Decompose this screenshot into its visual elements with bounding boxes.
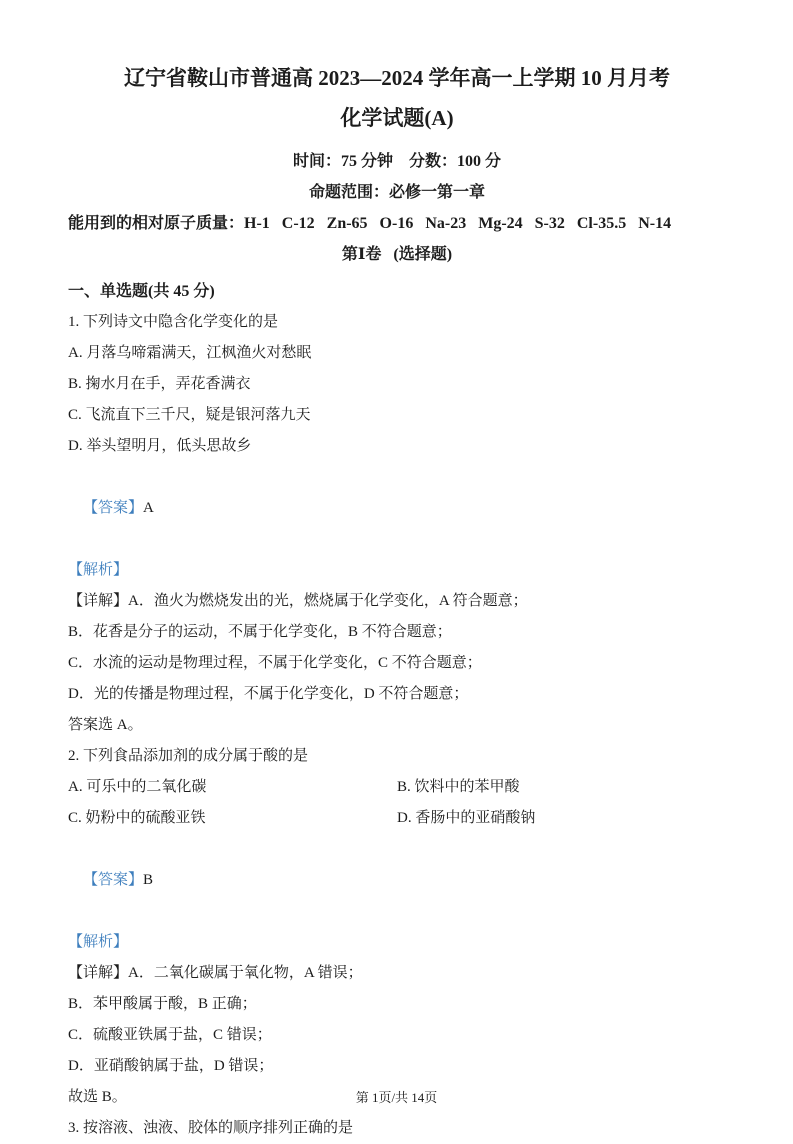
question-1-detail-d: D．光的传播是物理过程，不属于化学变化，D 不符合题意； (68, 686, 469, 702)
question-1-conclusion: 答案选 A。 (68, 717, 143, 733)
question-1-detail-c: C．水流的运动是物理过程，不属于化学变化，C 不符合题意； (68, 655, 482, 671)
question-2-detail-d: D．亚硝酸钠属于盐，D 错误； (68, 1058, 274, 1074)
question-2-detail-b: B．苯甲酸属于酸，B 正确； (68, 996, 257, 1012)
question-1-option-d: D. 举头望明月，低头思故乡 (68, 438, 252, 454)
exam-title-line1: 辽宁省鞍山市普通高 2023—2024 学年高一上学期 10 月月考 (124, 66, 670, 90)
answer-label: 【答案】 (83, 500, 144, 516)
atomic-mass-line: 能用到的相对原子质量：H-1 C-12 Zn-65 O-16 Na-23 Mg-24 S-32 Cl-35.5 N-14 (68, 215, 672, 232)
question-1-detail-b: B．花香是分子的运动，不属于化学变化，B 不符合题意； (68, 624, 452, 640)
exam-meta-scope: 命题范围：必修一第一章 (308, 184, 485, 201)
question-2-stem: 2. 下列食品添加剂的成分属于酸的是 (68, 748, 309, 764)
question-2-analysis-label: 【解析】 (68, 934, 129, 950)
exam-meta-time-score: 时间：75 分钟 分数：100 分 (292, 153, 501, 170)
question-2-option-c: C. 奶粉中的硫酸亚铁 (68, 810, 206, 826)
question-3-stem: 3. 按溶液、浊液、胶体的顺序排列正确的是 (68, 1120, 354, 1136)
question-2-options-row2 (68, 803, 726, 834)
question-2-option-b: B. 饮料中的苯甲酸 (397, 779, 520, 795)
question-1-analysis-label: 【解析】 (68, 562, 129, 578)
question-2-detail-c: C．硫酸亚铁属于盐，C 错误； (68, 1027, 272, 1043)
question-1-stem: 1. 下列诗文中隐含化学变化的是 (68, 314, 279, 330)
question-1-detail-a: 【详解】A．渔火为燃烧发出的光，燃烧属于化学变化，A 符合题意； (68, 593, 528, 609)
volume-header: 第Ⅰ卷 (选择题) (341, 246, 453, 263)
question-2-options-row1 (68, 772, 726, 803)
question-2-option-d: D. 香肠中的亚硝酸钠 (397, 810, 536, 826)
section-header-single-choice: 一、单选题(共 45 分) (68, 283, 215, 300)
question-1-option-a: A. 月落乌啼霜满天，江枫渔火对愁眠 (68, 345, 312, 361)
question-1-option-c: C. 飞流直下三千尺，疑是银河落九天 (68, 407, 311, 423)
answer-label: 【答案】 (83, 872, 144, 888)
question-2-answer-line (68, 834, 726, 927)
question-2-detail-a: 【详解】A．二氧化碳属于氧化物，A 错误； (68, 965, 363, 981)
question-1-answer-value: A (143, 500, 154, 516)
question-2-conclusion: 故选 B。 (68, 1089, 127, 1105)
question-2-option-a: A. 可乐中的二氧化碳 (68, 779, 207, 795)
question-1-option-b: B. 掬水月在手，弄花香满衣 (68, 376, 251, 392)
exam-title-line2: 化学试题(A) (340, 106, 454, 130)
question-2-answer-value: B (143, 872, 154, 888)
question-1-answer-line (68, 462, 726, 555)
page-number-footer: 第 1页/共 14页 (355, 1090, 438, 1105)
